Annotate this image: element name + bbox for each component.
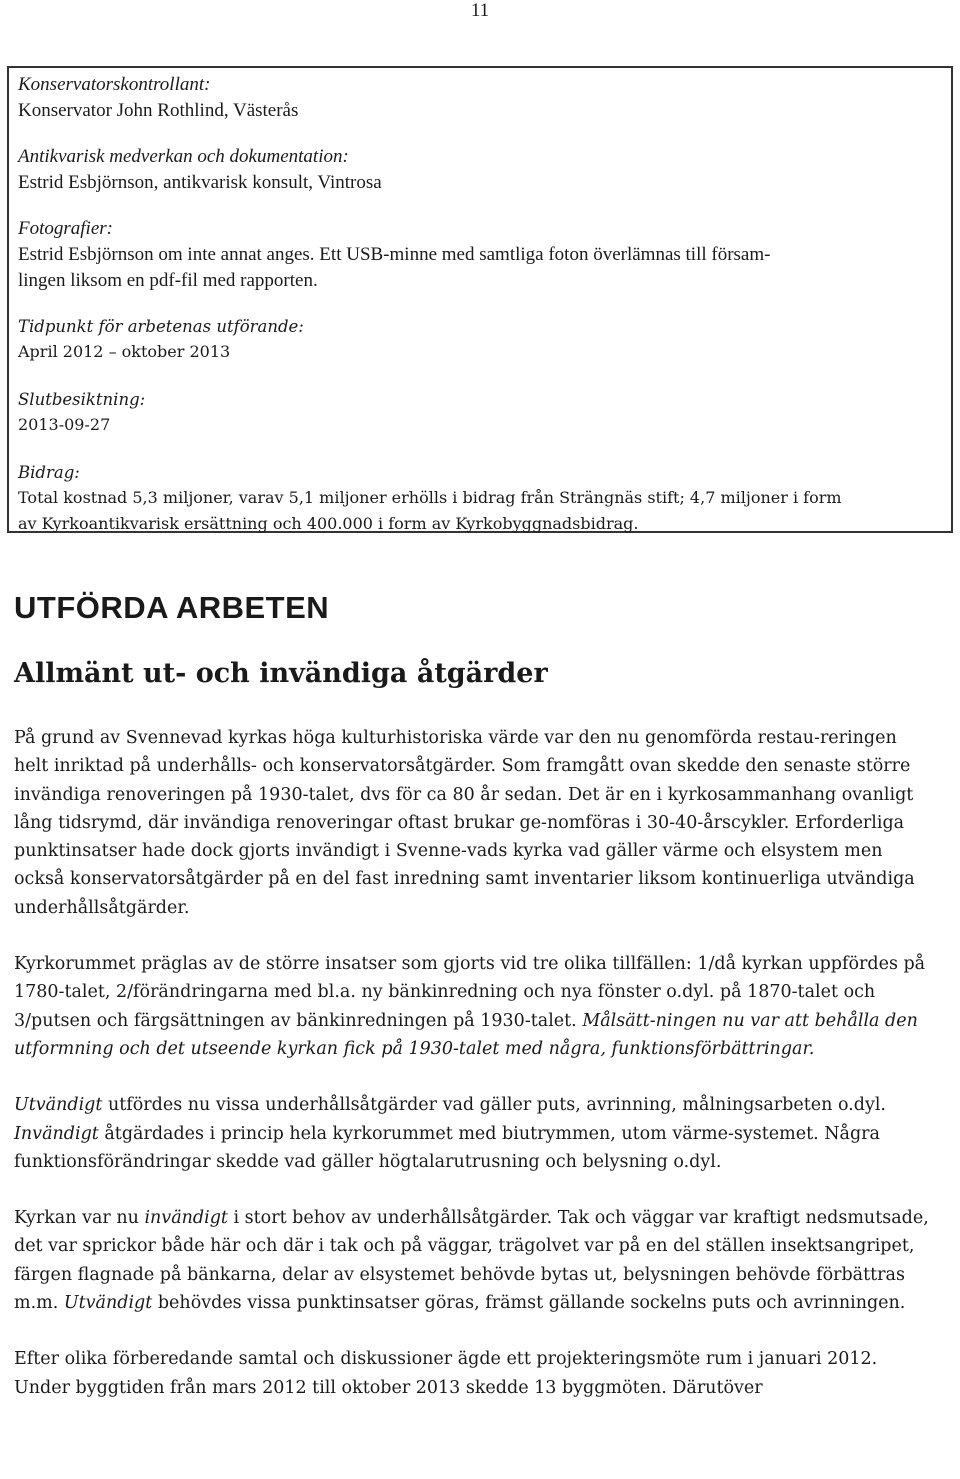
paragraph-3-text-b: åtgärdades i princip hela kyrkorummet med biutrymmen, utom värme-systemet. Några funktionsförändringar skedde vad gäller högtalarutrusning och belysning o.dyl. <box>14 1123 880 1172</box>
timing-group <box>18 314 951 365</box>
body-text <box>14 724 934 1430</box>
conservation-control-group <box>18 72 951 124</box>
grant-value-line2: av Kyrkoantikvarisk ersättning och 400.000 i form av Kyrkobyggnadsbidrag. <box>18 514 639 533</box>
paragraph-4 <box>14 1204 934 1317</box>
grant-label: Bidrag: <box>18 463 80 482</box>
page-number: 11 <box>470 0 490 21</box>
paragraph-4-interior: invändigt <box>144 1208 228 1229</box>
antiquarian-group <box>18 144 951 196</box>
paragraph-4-text-b: i stort behov av underhållsåtgärder. Tak och väggar var kraftigt nedsmutsade, det var sprickor både här och där i tak och på väggar, trägolvet var på en del ställen insektsangripet, färgen flagnade på bänkarna, delar av elsystemet behövde bytas ut, belysningen behövde förbättras m.m. <box>14 1208 929 1314</box>
project-info-box <box>7 66 953 533</box>
paragraph-3-exterior: Utvändigt <box>14 1095 103 1116</box>
antiquarian-value: Estrid Esbjörnson, antikvarisk konsult, Vintrosa <box>18 172 382 193</box>
conservation-control-label: Konservatorskontrollant: <box>18 74 211 95</box>
paragraph-4-text-c: behövdes vissa punktinsatser göras, främst gällande sockelns puts och avrinningen. <box>152 1293 906 1314</box>
paragraph-3-interior: Invändigt <box>14 1123 99 1144</box>
timing-label: Tidpunkt för arbetenas utförande: <box>18 317 304 336</box>
grant-value-line1: Total kostnad 5,3 miljoner, varav 5,1 miljoner erhölls i bidrag från Strängnäs stift; 4,7 miljoner i form <box>18 488 842 507</box>
paragraph-3 <box>14 1091 934 1176</box>
paragraph-1: På grund av Svennevad kyrkas höga kulturhistoriska värde var den nu genomförda restau-reringen helt inriktad på underhålls- och konservatorsåtgärder. Som framgått ovan skedde den senaste större invändiga renoveringen på 1930-talet, dvs för ca 80 år sedan. Det är en i kyrkosammanhang ovanligt lång tidsrymd, där invändiga renoveringar oftast brukar ge-nomföras i 30-40-årscykler. Erforderliga punktinsatser hade dock gjorts invändigt i Svenne-vads kyrka vad gäller värme och elsystem men också konservatorsåtgärder på en del fast inredning samt inventarier liksom kontinuerliga utvändiga underhållsåtgärder. <box>14 728 915 918</box>
paragraph-2-text: Kyrkorummet präglas av de större insatser som gjorts vid tre olika tillfällen: 1/då kyrkan uppfördes på 1780-talet, 2/förändringarna med bl.a. ny bänkinredning och nya fönster o.dyl. på 1870-talet och 3/putsen och färgsättningen av bänkinredningen på 1930-talet. <box>14 954 926 1031</box>
paragraph-2 <box>14 950 934 1063</box>
inspection-label: Slutbesiktning: <box>18 390 146 409</box>
photographer-group <box>18 216 951 294</box>
paragraph-4-text-a: Kyrkan var nu <box>14 1208 145 1229</box>
inspection-value: 2013-09-27 <box>18 415 111 434</box>
photographer-value-line2: lingen liksom en pdf-fil med rapporten. <box>18 270 318 291</box>
sub-heading: Allmänt ut- och invändiga åtgärder <box>14 658 548 689</box>
paragraph-5: Efter olika förberedande samtal och diskussioner ägde ett projekteringsmöte rum i januari 2012. Under byggtiden från mars 2012 till oktober 2013 skedde 13 byggmöten. Därutöver <box>14 1349 878 1398</box>
paragraph-3-text-a: utfördes nu vissa underhållsåtgärder vad gäller puts, avrinning, målningsarbeten o.dyl. <box>102 1095 886 1116</box>
timing-value: April 2012 – oktober 2013 <box>18 342 231 361</box>
paragraph-2-goal: Målsätt-ningen nu var att behålla den utformning och det utseende kyrkan fick på 1930-talet med några, funktionsförbättringar. <box>14 1010 918 1059</box>
conservation-control-value: Konservator John Rothlind, Västerås <box>18 100 299 121</box>
photographer-label: Fotografier: <box>18 218 113 239</box>
photographer-value-line1: Estrid Esbjörnson om inte annat anges. Ett USB-minne med samtliga foton överlämnas till försam- <box>18 244 771 265</box>
grant-group <box>18 460 951 537</box>
antiquarian-label: Antikvarisk medverkan och dokumentation: <box>18 146 349 167</box>
inspection-group <box>18 387 951 438</box>
paragraph-4-exterior: Utvändigt <box>63 1293 153 1314</box>
section-heading: UTFÖRDA ARBETEN <box>14 590 330 625</box>
